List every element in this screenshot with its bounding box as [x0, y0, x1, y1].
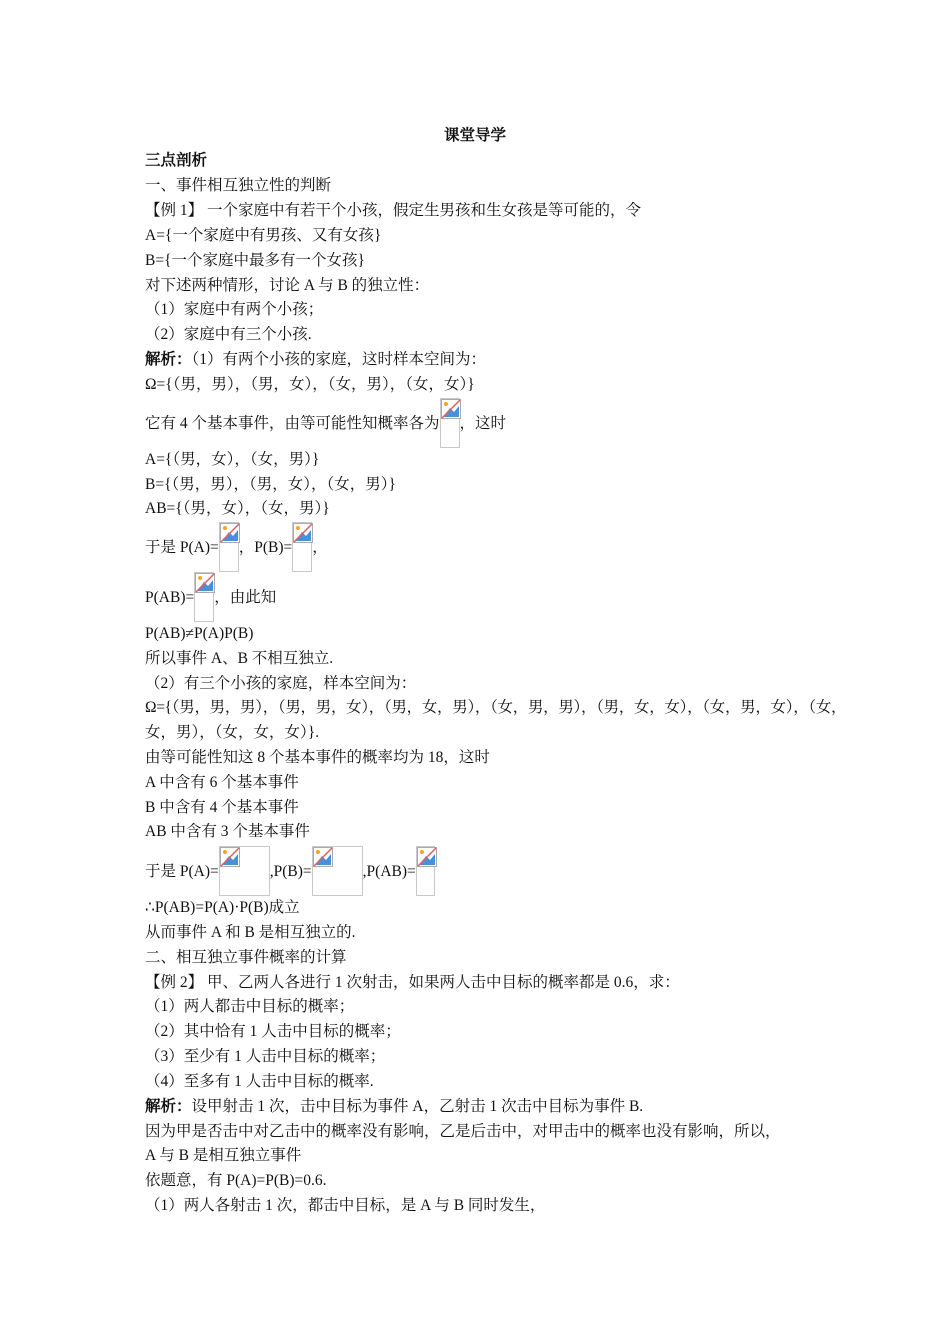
text-line: （2）有三个小孩的家庭，样本空间为： — [145, 675, 417, 692]
text-line: 所以事件 A、B 不相互独立. — [145, 650, 334, 667]
text-line: B={（男，男），（男，女），（女，男）} — [145, 476, 396, 493]
broken-image-icon — [219, 522, 239, 572]
solution-line — [145, 350, 486, 370]
text-line: P(AB)≠P(A)P(B) — [145, 625, 254, 642]
text: ， — [312, 539, 328, 556]
text-line: Ω={（男，男），（男，女），（女，男），（女，女）} — [145, 376, 475, 393]
section-heading: 三点剖析 — [145, 152, 208, 169]
text-line: AB={（男，女），（女，男）} — [145, 500, 330, 517]
text-line: 女，男），（女，女，女）}. — [145, 724, 320, 741]
solution-label: 解析： — [145, 351, 192, 368]
example-2: 【例 2】 甲、乙两人各进行 1 次射击，如果两人击中目标的概率都是 0.6，求： — [145, 974, 680, 991]
text-line: B={一个家庭中最多有一个女孩} — [145, 252, 365, 269]
text-line: ∴P(AB)=P(A)·P(B)成立 — [145, 899, 300, 916]
text: ，这时 — [459, 415, 507, 432]
text-line: （1）家庭中有两个小孩； — [145, 301, 324, 318]
text: ，P(B)= — [238, 539, 293, 556]
text-line: A={一个家庭中有男孩、又有女孩} — [145, 227, 382, 244]
text-line: 从而事件 A 和 B 是相互独立的. — [145, 924, 356, 941]
text-line: A 中含有 6 个基本事件 — [145, 774, 299, 791]
broken-image-icon — [219, 846, 270, 896]
text: ,P(AB)= — [362, 863, 416, 880]
text-line: 依题意，有 P(A)=P(B)=0.6. — [145, 1172, 327, 1189]
page-title: 课堂导学 — [443, 127, 506, 144]
text-line: （3）至少有 1 人击中目标的概率； — [145, 1048, 386, 1065]
text: ,P(B)= — [269, 863, 312, 880]
subheading-2: 二、相互独立事件概率的计算 — [145, 949, 347, 966]
text: 设甲射击 1 次，击中目标为事件 A，乙射击 1 次击中目标为事件 B. — [191, 1098, 644, 1115]
text-line: A={（男，女），（女，男）} — [145, 451, 320, 468]
text: （1）有两个小孩的家庭，这时样本空间为： — [191, 351, 487, 368]
text: 它有 4 个基本事件，由等可能性知概率各为 — [145, 415, 440, 432]
solution-label: 解析： — [145, 1098, 192, 1115]
text-line: （1）两人各射击 1 次，都击中目标，是 A 与 B 同时发生， — [145, 1197, 546, 1214]
text: 于是 P(A)= — [145, 539, 219, 556]
text: ，由此知 — [214, 589, 277, 606]
text-line: AB 中含有 3 个基本事件 — [145, 823, 310, 840]
text: P(AB)= — [145, 589, 195, 606]
text-line: 由等可能性知这 8 个基本事件的概率均为 18，这时 — [145, 749, 490, 766]
text-line: 对下述两种情形，讨论 A 与 B 的独立性： — [145, 277, 430, 294]
broken-image-icon — [292, 522, 312, 572]
broken-image-icon — [194, 572, 214, 622]
text-line: （4）至多有 1 人击中目标的概率. — [145, 1073, 374, 1090]
subheading-1: 一、事件相互独立性的判断 — [145, 177, 332, 194]
text: 于是 P(A)= — [145, 863, 219, 880]
text-line — [145, 522, 328, 572]
text-line — [145, 846, 435, 896]
solution-line — [145, 1097, 643, 1117]
broken-image-icon — [416, 846, 435, 896]
broken-image-icon — [440, 398, 460, 448]
broken-image-icon — [312, 846, 363, 896]
text-line: （2）家庭中有三个小孩. — [145, 326, 312, 343]
text-line: A 与 B 是相互独立事件 — [145, 1147, 302, 1164]
text-line: 因为甲是否击中对乙击中的概率没有影响，乙是后击中，对甲击中的概率也没有影响，所以， — [145, 1123, 781, 1140]
text-line — [145, 398, 506, 448]
example-1: 【例 1】 一个家庭中有若干个小孩，假定生男孩和生女孩是等可能的，令 — [145, 202, 642, 219]
text-line — [145, 572, 276, 622]
text-line: （2）其中恰有 1 人击中目标的概率； — [145, 1023, 401, 1040]
text-line: Ω={（男，男，男），（男，男，女），（男，女，男），（女，男，男），（男，女，女），（女，男，女），（女， — [145, 699, 847, 716]
text-line: （1）两人都击中目标的概率； — [145, 998, 355, 1015]
text-line: B 中含有 4 个基本事件 — [145, 799, 299, 816]
